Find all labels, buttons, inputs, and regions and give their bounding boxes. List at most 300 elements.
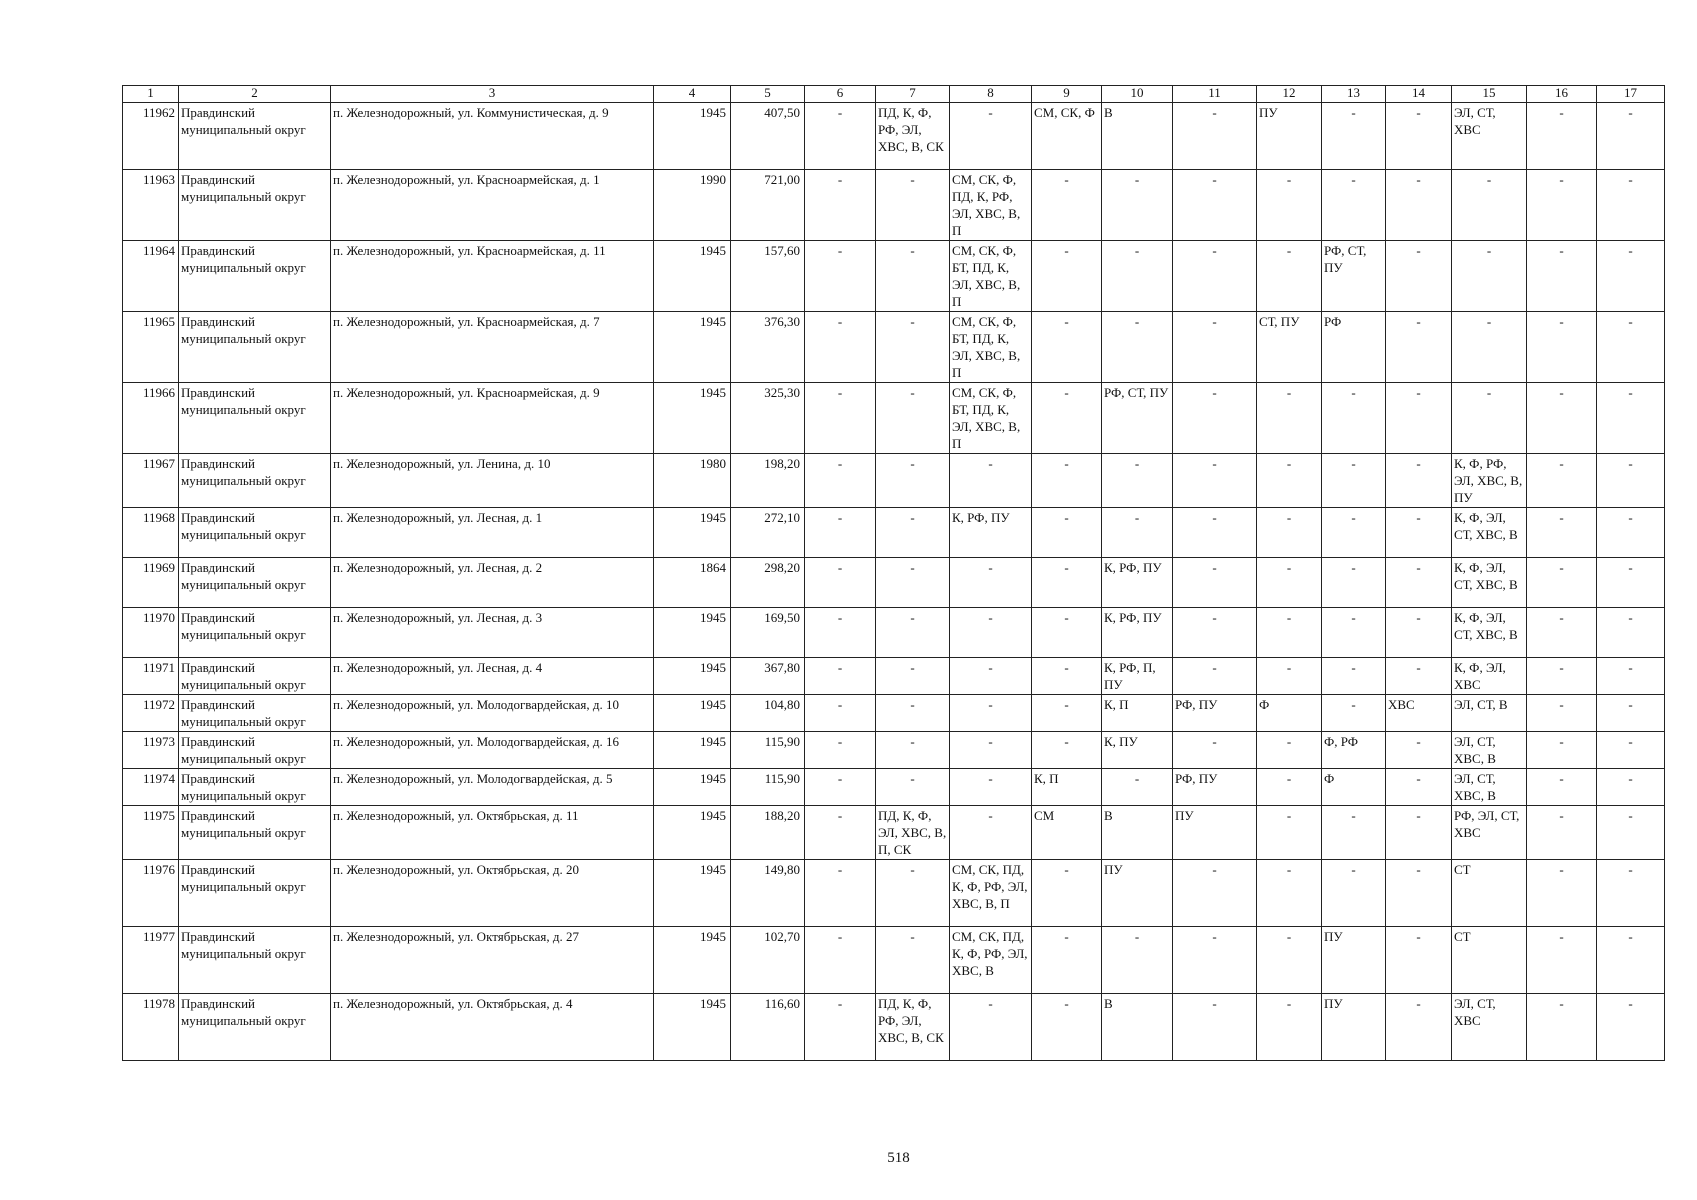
cell-col-5: 325,30 <box>731 383 805 454</box>
register-table <box>122 85 1665 1061</box>
cell-col-4: 1945 <box>654 608 731 658</box>
cell-col-12: - <box>1257 732 1322 769</box>
cell-col-7: - <box>876 732 950 769</box>
cell-col-13: - <box>1322 860 1386 927</box>
cell-col-13: - <box>1322 170 1386 241</box>
cell-col-8: СМ, СК, ПД, К, Ф, РФ, ЭЛ, ХВС, В, П <box>950 860 1032 927</box>
cell-col-1: 11972 <box>123 695 179 732</box>
cell-col-3: п. Железнодорожный, ул. Октябрьская, д. 11 <box>331 806 654 860</box>
cell-col-6: - <box>805 695 876 732</box>
cell-col-8: - <box>950 658 1032 695</box>
cell-col-5: 157,60 <box>731 241 805 312</box>
cell-col-11: - <box>1173 454 1257 508</box>
cell-col-11: - <box>1173 170 1257 241</box>
table-row <box>123 383 1665 454</box>
cell-col-17: - <box>1597 860 1665 927</box>
cell-col-1: 11975 <box>123 806 179 860</box>
cell-col-10: К, ПУ <box>1102 732 1173 769</box>
cell-col-1: 11973 <box>123 732 179 769</box>
cell-col-1: 11969 <box>123 558 179 608</box>
table-row <box>123 806 1665 860</box>
cell-col-15: - <box>1452 170 1527 241</box>
table-row <box>123 927 1665 994</box>
cell-col-4: 1945 <box>654 312 731 383</box>
cell-col-6: - <box>805 994 876 1061</box>
cell-col-7: ПД, К, Ф, РФ, ЭЛ, ХВС, В, СК <box>876 994 950 1061</box>
cell-col-8: - <box>950 994 1032 1061</box>
cell-col-7: - <box>876 508 950 558</box>
cell-col-2: Правдинский муниципальный округ <box>179 103 331 170</box>
cell-col-3: п. Железнодорожный, ул. Октябрьская, д. 20 <box>331 860 654 927</box>
cell-col-9: - <box>1032 558 1102 608</box>
cell-col-12: ПУ <box>1257 103 1322 170</box>
column-header-12: 12 <box>1257 86 1322 103</box>
cell-col-11: - <box>1173 103 1257 170</box>
cell-col-12: - <box>1257 454 1322 508</box>
cell-col-11: - <box>1173 860 1257 927</box>
cell-col-5: 116,60 <box>731 994 805 1061</box>
cell-col-7: - <box>876 454 950 508</box>
cell-col-4: 1980 <box>654 454 731 508</box>
cell-col-14: - <box>1386 608 1452 658</box>
cell-col-16: - <box>1527 860 1597 927</box>
cell-col-13: - <box>1322 558 1386 608</box>
cell-col-15: К, Ф, РФ, ЭЛ, ХВС, В, ПУ <box>1452 454 1527 508</box>
cell-col-5: 169,50 <box>731 608 805 658</box>
cell-col-6: - <box>805 558 876 608</box>
cell-col-12: Ф <box>1257 695 1322 732</box>
cell-col-3: п. Железнодорожный, ул. Молодогвардейская, д. 16 <box>331 732 654 769</box>
cell-col-12: - <box>1257 170 1322 241</box>
cell-col-11: - <box>1173 608 1257 658</box>
cell-col-15: ЭЛ, СТ, ХВС <box>1452 994 1527 1061</box>
cell-col-14: - <box>1386 927 1452 994</box>
cell-col-10: - <box>1102 312 1173 383</box>
cell-col-15: - <box>1452 241 1527 312</box>
cell-col-4: 1945 <box>654 241 731 312</box>
cell-col-2: Правдинский муниципальный округ <box>179 312 331 383</box>
cell-col-14: - <box>1386 103 1452 170</box>
cell-col-16: - <box>1527 558 1597 608</box>
cell-col-17: - <box>1597 454 1665 508</box>
cell-col-13: - <box>1322 508 1386 558</box>
cell-col-10: - <box>1102 769 1173 806</box>
cell-col-16: - <box>1527 608 1597 658</box>
cell-col-5: 407,50 <box>731 103 805 170</box>
cell-col-13: - <box>1322 806 1386 860</box>
column-header-5: 5 <box>731 86 805 103</box>
cell-col-13: - <box>1322 608 1386 658</box>
cell-col-4: 1945 <box>654 383 731 454</box>
cell-col-13: Ф, РФ <box>1322 732 1386 769</box>
table-row <box>123 170 1665 241</box>
cell-col-1: 11967 <box>123 454 179 508</box>
cell-col-17: - <box>1597 103 1665 170</box>
cell-col-4: 1945 <box>654 769 731 806</box>
cell-col-7: - <box>876 860 950 927</box>
cell-col-12: - <box>1257 806 1322 860</box>
cell-col-11: РФ, ПУ <box>1173 695 1257 732</box>
cell-col-16: - <box>1527 732 1597 769</box>
cell-col-3: п. Железнодорожный, ул. Красноармейская, д. 7 <box>331 312 654 383</box>
column-header-6: 6 <box>805 86 876 103</box>
table-row <box>123 241 1665 312</box>
column-header-7: 7 <box>876 86 950 103</box>
cell-col-8: СМ, СК, Ф, БТ, ПД, К, ЭЛ, ХВС, В, П <box>950 312 1032 383</box>
cell-col-14: - <box>1386 860 1452 927</box>
cell-col-9: СМ, СК, Ф <box>1032 103 1102 170</box>
column-header-16: 16 <box>1527 86 1597 103</box>
cell-col-16: - <box>1527 994 1597 1061</box>
cell-col-9: - <box>1032 508 1102 558</box>
cell-col-10: В <box>1102 806 1173 860</box>
cell-col-6: - <box>805 806 876 860</box>
cell-col-10: К, П <box>1102 695 1173 732</box>
cell-col-6: - <box>805 608 876 658</box>
cell-col-16: - <box>1527 383 1597 454</box>
page-number: 518 <box>887 1150 910 1166</box>
cell-col-16: - <box>1527 806 1597 860</box>
cell-col-4: 1945 <box>654 994 731 1061</box>
cell-col-10: В <box>1102 103 1173 170</box>
cell-col-2: Правдинский муниципальный округ <box>179 927 331 994</box>
table-row <box>123 769 1665 806</box>
cell-col-14: - <box>1386 769 1452 806</box>
table-row <box>123 608 1665 658</box>
cell-col-12: - <box>1257 769 1322 806</box>
cell-col-10: К, РФ, ПУ <box>1102 558 1173 608</box>
cell-col-15: ЭЛ, СТ, В <box>1452 695 1527 732</box>
table-row <box>123 454 1665 508</box>
cell-col-13: ПУ <box>1322 927 1386 994</box>
cell-col-7: ПД, К, Ф, РФ, ЭЛ, ХВС, В, СК <box>876 103 950 170</box>
cell-col-15: СТ <box>1452 860 1527 927</box>
cell-col-3: п. Железнодорожный, ул. Октябрьская, д. 27 <box>331 927 654 994</box>
cell-col-3: п. Железнодорожный, ул. Лесная, д. 3 <box>331 608 654 658</box>
cell-col-10: К, РФ, ПУ <box>1102 608 1173 658</box>
cell-col-6: - <box>805 860 876 927</box>
cell-col-11: - <box>1173 312 1257 383</box>
column-header-10: 10 <box>1102 86 1173 103</box>
cell-col-16: - <box>1527 170 1597 241</box>
cell-col-16: - <box>1527 695 1597 732</box>
cell-col-4: 1945 <box>654 806 731 860</box>
cell-col-17: - <box>1597 658 1665 695</box>
cell-col-8: - <box>950 558 1032 608</box>
cell-col-10: - <box>1102 454 1173 508</box>
cell-col-17: - <box>1597 170 1665 241</box>
cell-col-17: - <box>1597 312 1665 383</box>
cell-col-2: Правдинский муниципальный округ <box>179 454 331 508</box>
cell-col-3: п. Железнодорожный, ул. Молодогвардейская, д. 5 <box>331 769 654 806</box>
cell-col-4: 1945 <box>654 508 731 558</box>
table-body <box>123 103 1665 1061</box>
table-row <box>123 658 1665 695</box>
cell-col-7: - <box>876 383 950 454</box>
cell-col-2: Правдинский муниципальный округ <box>179 860 331 927</box>
cell-col-14: - <box>1386 454 1452 508</box>
cell-col-4: 1990 <box>654 170 731 241</box>
cell-col-17: - <box>1597 927 1665 994</box>
cell-col-12: - <box>1257 558 1322 608</box>
column-header-8: 8 <box>950 86 1032 103</box>
cell-col-8: - <box>950 103 1032 170</box>
cell-col-16: - <box>1527 658 1597 695</box>
cell-col-5: 721,00 <box>731 170 805 241</box>
cell-col-1: 11971 <box>123 658 179 695</box>
cell-col-6: - <box>805 732 876 769</box>
cell-col-2: Правдинский муниципальный округ <box>179 608 331 658</box>
cell-col-15: К, Ф, ЭЛ, ХВС <box>1452 658 1527 695</box>
cell-col-12: - <box>1257 241 1322 312</box>
column-header-9: 9 <box>1032 86 1102 103</box>
cell-col-14: - <box>1386 241 1452 312</box>
cell-col-12: СТ, ПУ <box>1257 312 1322 383</box>
cell-col-2: Правдинский муниципальный округ <box>179 558 331 608</box>
cell-col-15: К, Ф, ЭЛ, СТ, ХВС, В <box>1452 508 1527 558</box>
cell-col-2: Правдинский муниципальный округ <box>179 170 331 241</box>
cell-col-11: - <box>1173 658 1257 695</box>
cell-col-6: - <box>805 241 876 312</box>
table-row <box>123 103 1665 170</box>
cell-col-12: - <box>1257 860 1322 927</box>
cell-col-5: 104,80 <box>731 695 805 732</box>
cell-col-12: - <box>1257 508 1322 558</box>
cell-col-11: - <box>1173 732 1257 769</box>
cell-col-8: СМ, СК, Ф, ПД, К, РФ, ЭЛ, ХВС, В, П <box>950 170 1032 241</box>
cell-col-7: - <box>876 608 950 658</box>
cell-col-7: ПД, К, Ф, ЭЛ, ХВС, В, П, СК <box>876 806 950 860</box>
cell-col-10: - <box>1102 170 1173 241</box>
cell-col-6: - <box>805 454 876 508</box>
cell-col-1: 11974 <box>123 769 179 806</box>
cell-col-9: - <box>1032 608 1102 658</box>
cell-col-9: - <box>1032 383 1102 454</box>
cell-col-11: РФ, ПУ <box>1173 769 1257 806</box>
cell-col-1: 11976 <box>123 860 179 927</box>
cell-col-2: Правдинский муниципальный округ <box>179 769 331 806</box>
column-header-15: 15 <box>1452 86 1527 103</box>
cell-col-16: - <box>1527 927 1597 994</box>
cell-col-14: ХВС <box>1386 695 1452 732</box>
cell-col-5: 115,90 <box>731 769 805 806</box>
cell-col-15: СТ <box>1452 927 1527 994</box>
cell-col-7: - <box>876 927 950 994</box>
cell-col-16: - <box>1527 241 1597 312</box>
cell-col-9: - <box>1032 695 1102 732</box>
cell-col-14: - <box>1386 508 1452 558</box>
cell-col-17: - <box>1597 806 1665 860</box>
cell-col-3: п. Железнодорожный, ул. Октябрьская, д. 4 <box>331 994 654 1061</box>
cell-col-9: - <box>1032 994 1102 1061</box>
cell-col-8: - <box>950 732 1032 769</box>
cell-col-1: 11963 <box>123 170 179 241</box>
cell-col-10: - <box>1102 508 1173 558</box>
cell-col-5: 102,70 <box>731 927 805 994</box>
cell-col-7: - <box>876 241 950 312</box>
cell-col-10: ПУ <box>1102 860 1173 927</box>
cell-col-11: - <box>1173 927 1257 994</box>
cell-col-17: - <box>1597 241 1665 312</box>
column-header-14: 14 <box>1386 86 1452 103</box>
cell-col-17: - <box>1597 732 1665 769</box>
table-row <box>123 312 1665 383</box>
cell-col-15: РФ, ЭЛ, СТ, ХВС <box>1452 806 1527 860</box>
column-header-11: 11 <box>1173 86 1257 103</box>
cell-col-16: - <box>1527 103 1597 170</box>
cell-col-14: - <box>1386 383 1452 454</box>
cell-col-1: 11964 <box>123 241 179 312</box>
cell-col-3: п. Железнодорожный, ул. Красноармейская, д. 11 <box>331 241 654 312</box>
cell-col-10: РФ, СТ, ПУ <box>1102 383 1173 454</box>
cell-col-15: - <box>1452 383 1527 454</box>
cell-col-7: - <box>876 312 950 383</box>
cell-col-13: ПУ <box>1322 994 1386 1061</box>
cell-col-11: - <box>1173 383 1257 454</box>
cell-col-15: К, Ф, ЭЛ, СТ, ХВС, В <box>1452 608 1527 658</box>
cell-col-14: - <box>1386 170 1452 241</box>
cell-col-3: п. Железнодорожный, ул. Лесная, д. 4 <box>331 658 654 695</box>
cell-col-16: - <box>1527 508 1597 558</box>
cell-col-5: 115,90 <box>731 732 805 769</box>
cell-col-8: СМ, СК, ПД, К, Ф, РФ, ЭЛ, ХВС, В <box>950 927 1032 994</box>
cell-col-1: 11977 <box>123 927 179 994</box>
cell-col-1: 11978 <box>123 994 179 1061</box>
cell-col-2: Правдинский муниципальный округ <box>179 241 331 312</box>
column-header-17: 17 <box>1597 86 1665 103</box>
cell-col-17: - <box>1597 508 1665 558</box>
cell-col-8: СМ, СК, Ф, БТ, ПД, К, ЭЛ, ХВС, В, П <box>950 383 1032 454</box>
cell-col-8: - <box>950 454 1032 508</box>
cell-col-7: - <box>876 658 950 695</box>
cell-col-6: - <box>805 508 876 558</box>
cell-col-13: - <box>1322 103 1386 170</box>
cell-col-9: - <box>1032 860 1102 927</box>
cell-col-9: СМ <box>1032 806 1102 860</box>
table-row <box>123 695 1665 732</box>
cell-col-8: - <box>950 608 1032 658</box>
cell-col-17: - <box>1597 558 1665 608</box>
cell-col-13: - <box>1322 695 1386 732</box>
table-row <box>123 994 1665 1061</box>
cell-col-5: 198,20 <box>731 454 805 508</box>
cell-col-17: - <box>1597 994 1665 1061</box>
cell-col-2: Правдинский муниципальный округ <box>179 806 331 860</box>
cell-col-14: - <box>1386 558 1452 608</box>
cell-col-16: - <box>1527 769 1597 806</box>
cell-col-13: Ф <box>1322 769 1386 806</box>
cell-col-9: - <box>1032 454 1102 508</box>
cell-col-15: ЭЛ, СТ, ХВС, В <box>1452 732 1527 769</box>
cell-col-10: В <box>1102 994 1173 1061</box>
cell-col-15: - <box>1452 312 1527 383</box>
cell-col-16: - <box>1527 312 1597 383</box>
cell-col-11: - <box>1173 241 1257 312</box>
cell-col-11: - <box>1173 558 1257 608</box>
cell-col-13: - <box>1322 658 1386 695</box>
cell-col-13: - <box>1322 454 1386 508</box>
cell-col-14: - <box>1386 312 1452 383</box>
table-row <box>123 860 1665 927</box>
cell-col-14: - <box>1386 658 1452 695</box>
cell-col-14: - <box>1386 994 1452 1061</box>
cell-col-1: 11970 <box>123 608 179 658</box>
cell-col-10: - <box>1102 927 1173 994</box>
cell-col-9: - <box>1032 658 1102 695</box>
cell-col-3: п. Железнодорожный, ул. Красноармейская, д. 1 <box>331 170 654 241</box>
cell-col-5: 149,80 <box>731 860 805 927</box>
cell-col-15: К, Ф, ЭЛ, СТ, ХВС, В <box>1452 558 1527 608</box>
cell-col-3: п. Железнодорожный, ул. Коммунистическая, д. 9 <box>331 103 654 170</box>
cell-col-10: К, РФ, П, ПУ <box>1102 658 1173 695</box>
cell-col-5: 367,80 <box>731 658 805 695</box>
cell-col-2: Правдинский муниципальный округ <box>179 383 331 454</box>
cell-col-3: п. Железнодорожный, ул. Молодогвардейская, д. 10 <box>331 695 654 732</box>
cell-col-5: 188,20 <box>731 806 805 860</box>
cell-col-2: Правдинский муниципальный округ <box>179 508 331 558</box>
cell-col-8: К, РФ, ПУ <box>950 508 1032 558</box>
cell-col-15: ЭЛ, СТ, ХВС <box>1452 103 1527 170</box>
column-header-1: 1 <box>123 86 179 103</box>
cell-col-10: - <box>1102 241 1173 312</box>
column-header-4: 4 <box>654 86 731 103</box>
table-row <box>123 558 1665 608</box>
cell-col-15: ЭЛ, СТ, ХВС, В <box>1452 769 1527 806</box>
cell-col-1: 11962 <box>123 103 179 170</box>
cell-col-12: - <box>1257 658 1322 695</box>
table-row <box>123 732 1665 769</box>
cell-col-6: - <box>805 769 876 806</box>
cell-col-9: - <box>1032 241 1102 312</box>
cell-col-3: п. Железнодорожный, ул. Красноармейская, д. 9 <box>331 383 654 454</box>
cell-col-5: 272,10 <box>731 508 805 558</box>
cell-col-8: СМ, СК, Ф, БТ, ПД, К, ЭЛ, ХВС, В, П <box>950 241 1032 312</box>
cell-col-9: - <box>1032 170 1102 241</box>
cell-col-9: - <box>1032 312 1102 383</box>
cell-col-11: - <box>1173 994 1257 1061</box>
cell-col-12: - <box>1257 383 1322 454</box>
cell-col-17: - <box>1597 608 1665 658</box>
cell-col-9: - <box>1032 927 1102 994</box>
cell-col-6: - <box>805 658 876 695</box>
cell-col-2: Правдинский муниципальный округ <box>179 994 331 1061</box>
cell-col-2: Правдинский муниципальный округ <box>179 732 331 769</box>
cell-col-8: - <box>950 695 1032 732</box>
cell-col-3: п. Железнодорожный, ул. Ленина, д. 10 <box>331 454 654 508</box>
cell-col-5: 298,20 <box>731 558 805 608</box>
cell-col-12: - <box>1257 927 1322 994</box>
cell-col-1: 11968 <box>123 508 179 558</box>
cell-col-5: 376,30 <box>731 312 805 383</box>
cell-col-14: - <box>1386 806 1452 860</box>
cell-col-6: - <box>805 170 876 241</box>
cell-col-17: - <box>1597 695 1665 732</box>
cell-col-11: ПУ <box>1173 806 1257 860</box>
cell-col-2: Правдинский муниципальный округ <box>179 658 331 695</box>
cell-col-4: 1945 <box>654 695 731 732</box>
cell-col-1: 11966 <box>123 383 179 454</box>
cell-col-4: 1945 <box>654 103 731 170</box>
cell-col-13: РФ, СТ, ПУ <box>1322 241 1386 312</box>
cell-col-6: - <box>805 312 876 383</box>
column-header-2: 2 <box>179 86 331 103</box>
cell-col-4: 1945 <box>654 732 731 769</box>
cell-col-17: - <box>1597 383 1665 454</box>
cell-col-6: - <box>805 103 876 170</box>
cell-col-12: - <box>1257 994 1322 1061</box>
header-row <box>123 86 1665 103</box>
cell-col-8: - <box>950 769 1032 806</box>
